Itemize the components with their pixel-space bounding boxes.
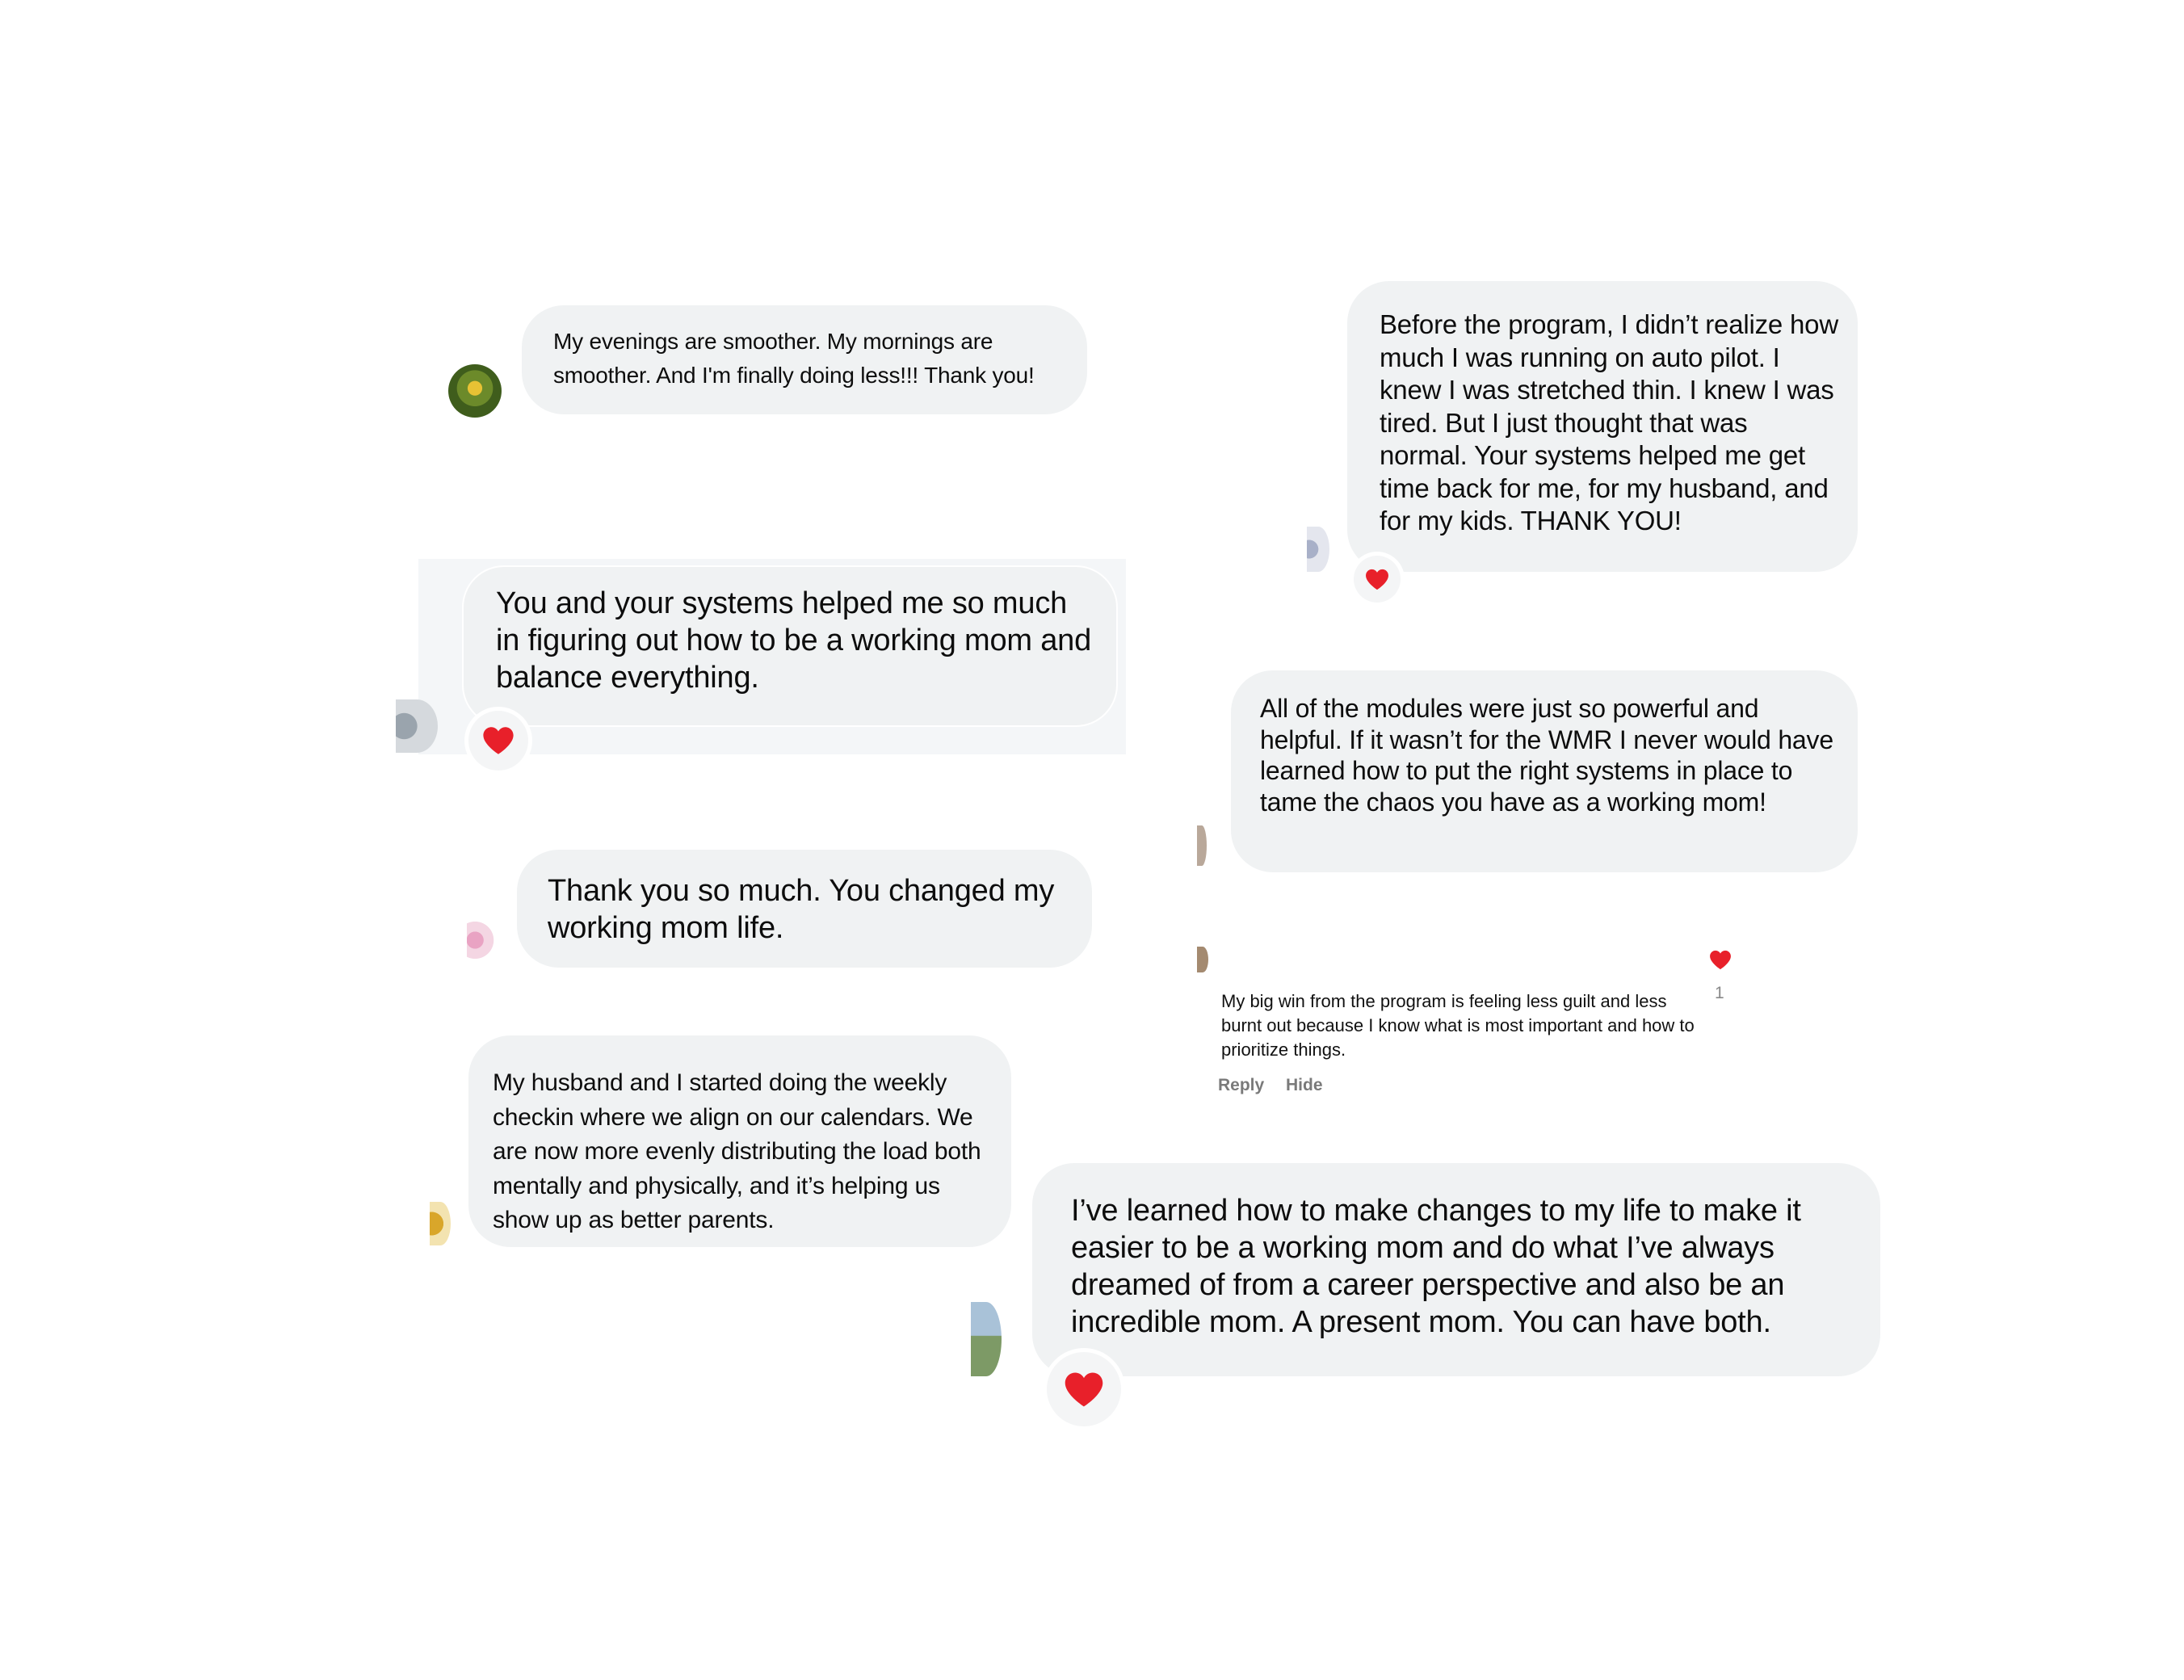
heart-icon — [482, 726, 514, 755]
message-bubble — [468, 1035, 1011, 1247]
heart-reaction[interactable] — [468, 711, 528, 771]
message-text: All of the modules were just so powerful and helpful. If it wasn’t for the WMR I never would have learned how to put the right systems in place to tame the chaos you have as a working mom! — [1260, 694, 1833, 817]
message-bubble — [1231, 670, 1858, 872]
message-bubble — [462, 565, 1118, 727]
avatar — [1307, 527, 1329, 572]
message-text: You and your systems helped me so much in figuring out how to be a working mom and balance everything. — [496, 586, 1092, 695]
heart-icon[interactable] — [1709, 950, 1732, 970]
avatar — [448, 364, 502, 418]
reply-button[interactable]: Reply — [1218, 1076, 1265, 1094]
heart-icon — [1365, 569, 1389, 590]
avatar — [971, 1302, 1002, 1376]
heart-reaction[interactable] — [1047, 1352, 1121, 1426]
comment-text: My big win from the program is feeling less guilt and less burnt out because I know what is most important and how to prioritize things. — [1221, 991, 1695, 1060]
message-text: I’ve learned how to make changes to my life to make it easier to be a working mom and do what I’ve always dreamed of from a career perspective and also be an incredible mom. A present mom. You can have both. — [1071, 1194, 1801, 1339]
avatar — [1197, 947, 1208, 972]
heart-icon — [1064, 1371, 1104, 1408]
like-count: 1 — [1715, 984, 1724, 1002]
message-bubble — [1347, 281, 1858, 572]
avatar — [467, 913, 494, 968]
avatar — [430, 1202, 451, 1245]
avatar — [396, 699, 438, 753]
hide-button[interactable]: Hide — [1286, 1076, 1323, 1094]
message-bubble — [517, 850, 1092, 968]
message-text: My husband and I started doing the weekly checkin where we align on our calendars. We are now more evenly distributing the load both mentally and physically, and it’s helping us show up as better parents. — [493, 1069, 981, 1233]
message-text: Before the program, I didn’t realize how much I was running on auto pilot. I knew I was stretched thin. I knew I was tired. But I just thought that was normal. Your systems helped me get time back for me, for my husband, and for my kids. THANK YOU! — [1380, 309, 1838, 536]
message-text: My evenings are smoother. My mornings are smoother. And I'm finally doing less!!! Thank you! — [553, 329, 1035, 388]
heart-reaction[interactable] — [1354, 556, 1401, 603]
avatar — [1197, 825, 1207, 866]
message-text: Thank you so much. You changed my working mom life. — [548, 874, 1055, 945]
message-bubble — [1032, 1163, 1880, 1376]
message-bubble — [522, 305, 1087, 414]
